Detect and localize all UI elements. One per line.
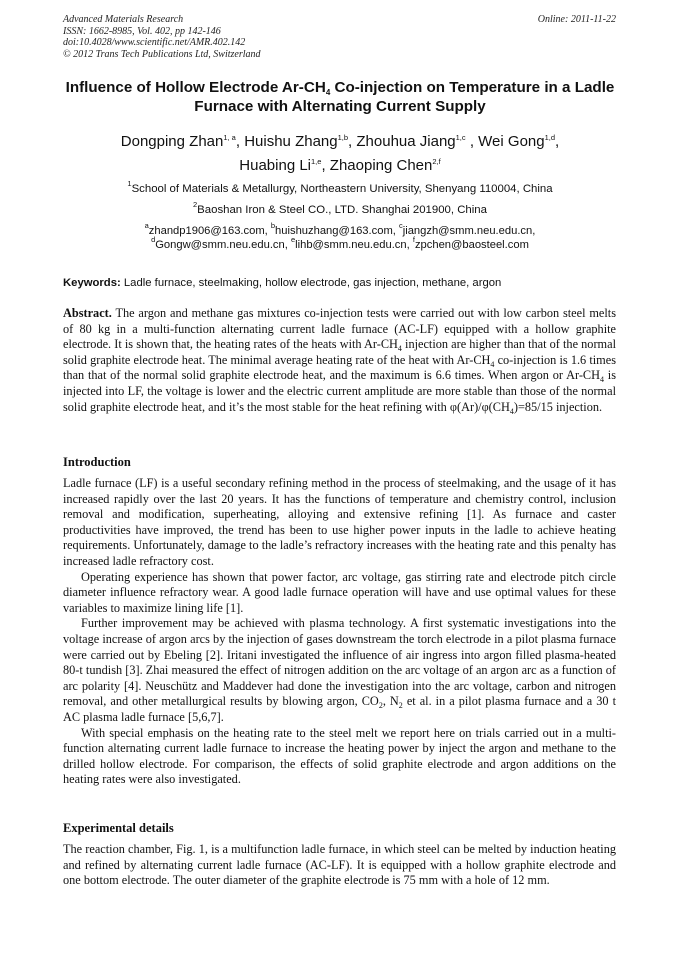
- email-link[interactable]: jiangzh@smm.neu.edu.cn,: [402, 225, 536, 237]
- doi: doi:10.4028/www.scientific.net/AMR.402.142: [63, 37, 246, 48]
- affiliation-2: $^2$Baoshan Iron & Steel CO., LTD. Shanghai 201900, China: [193, 200, 487, 216]
- issn: ISSN: 1662-8985, Vol. 402, pp 142-146: [63, 25, 221, 37]
- author: Zhouhua Jiang$^{1,c}$ ,: [356, 133, 479, 150]
- email-link[interactable]: zhandp1906@163.com,: [148, 225, 271, 237]
- author: Zhaoping Chen$^{2,f}$: [329, 157, 441, 174]
- paragraph: The reaction chamber, Fig. 1, is a multifunction ladle furnace, in which steel can be melted by induction heating and refined by alternating current ladle furnace (AC-LF). It is equipped with a hollow graphite electrode and one bottom electrode. The outer diameter of the graphite electrode is 75 mm with a hole of 12 mm.: [63, 842, 616, 888]
- author: Dongping Zhan$^{1, a}$,: [120, 133, 245, 150]
- section-heading-experimental: Experimental details: [63, 821, 174, 835]
- experimental-body: [63, 842, 616, 889]
- keywords: Keywords: Ladle furnace, steelmaking, hollow electrode, gas injection, methane, argon: [63, 277, 502, 289]
- abstract: Abstract. The argon and methane gas mixtures co-injection tests were carried out with low carbon steel melts of 80 kg in a multi-function alternating current ladle furnace (AC-LF) equipped with a hollow graphite electrode. It is shown that, the heating rates of the heats with $Ar-CH_4$ injection are higher than that of the normal solid graphite electrode heat. The minimal average heating rate of the heat with $Ar-CH_4$ co-injection is 1.6 times than that of the normal solid graphite electrode heat, and the maximum is 6.6 times. When argon or $Ar-CH_4$ is injected into LF, the voltage is lower and the electric current amplitude are more stable than those of the normal solid graphite electrode heat, and it’s the most stable for the heat refining with $\varphi(Ar)/\varphi(CH_4)=85/15$ injection.: [63, 306, 616, 416]
- author: Huabing Li$^{1,e}$,: [239, 157, 330, 174]
- paragraph: With special emphasis on the heating rate to the steel melt we report here on trials carried out in a multi-function alternating current ladle furnace to increase the heating power by inject the argon and methane to the drilled hollow electrode. For comparison, the effects of solid graphite electrode and argon additions on the heating rates were also investigated.: [63, 725, 616, 787]
- journal-header: [63, 14, 616, 60]
- author-list: [60, 130, 620, 178]
- paragraph: Operating experience has shown that power factor, arc voltage, gas stirring rate and electrode pitch circle diameter influence refractory wear. A good ladle furnace operation will have and use optimal values for these variables to maximize lining life [1].: [63, 569, 616, 615]
- paragraph: Ladle furnace (LF) is a useful secondary refining method in the process of steelmaking, and the usage of it has increased rapidly over the last 20 years. It has the functions of temperature and chemistry control, inclusion removal and modification, superheating, alloying and extensive refining [1]. As furnace and caster productivities have improved, the trend has been to use higher power inputs in the ladle to achieve heating requirements. Unfortunately, damage to the ladle’s refractory increases with the heating rate and this penalty has increased ladle refractory cost.: [63, 476, 616, 568]
- journal-name: Advanced Materials Research: [63, 14, 184, 25]
- paragraph: Further improvement may be achieved with plasma technology. A first systematic investigations into the voltage increase of argon arcs by the injection of gases downstream the torch electrode in a pilot plasma furnace were carried out by Ebeling [2]. Iritani investigated the influence of air ingress into argon filled plasma-heated 80-t tundish [3]. Zhai measured the effect of nitrogen addition on the arc voltage of an argon arc as a function of arc polarity [4]. Neuschütz and Maddever had done the investigation into the arc voltage, carbon and nitrogen removal, and other metallurgical results by blowing argon, $CO_2$, $N_2$ et al. in a pilot plasma furnace and a 30 t AC plasma ladle furnace [5,6,7].: [63, 616, 616, 724]
- section-heading-introduction: Introduction: [63, 455, 131, 469]
- affiliation-1: $^1$School of Materials & Metallurgy, Northeastern University, Shenyang 110004, China: [127, 179, 553, 195]
- email-link[interactable]: huishuzhang@163.com,: [275, 225, 399, 237]
- email-link[interactable]: lihb@smm.neu.edu.cn,: [295, 239, 413, 251]
- online-date: Online: 2011-11-22: [537, 14, 616, 25]
- email-link[interactable]: Gongw@smm.neu.edu.cn,: [155, 239, 291, 251]
- author-emails: $^a$zhandp1906@163.com, $^b$huishuzhang@163.com, $^c$jiangzh@smm.neu.edu.cn, $^d$Gongw@smm.neu.edu.cn, $^e$lihb@smm.neu.edu.cn, $^f$zpchen@baosteel.com: [144, 221, 536, 251]
- copyright: © 2012 Trans Tech Publications Ltd, Switzerland: [63, 48, 261, 60]
- email-link[interactable]: zpchen@baosteel.com: [414, 239, 529, 251]
- introduction-body: [63, 476, 616, 788]
- paper-title: Influence of Hollow Electrode $Ar-CH_4$ Co-injection on Temperature in a Ladle Furnace with Alternating Current Supply: [65, 79, 615, 115]
- author: Wei Gong$^{1,d}$,: [478, 133, 560, 150]
- author: Huishu Zhang$^{1,b}$,: [244, 133, 357, 150]
